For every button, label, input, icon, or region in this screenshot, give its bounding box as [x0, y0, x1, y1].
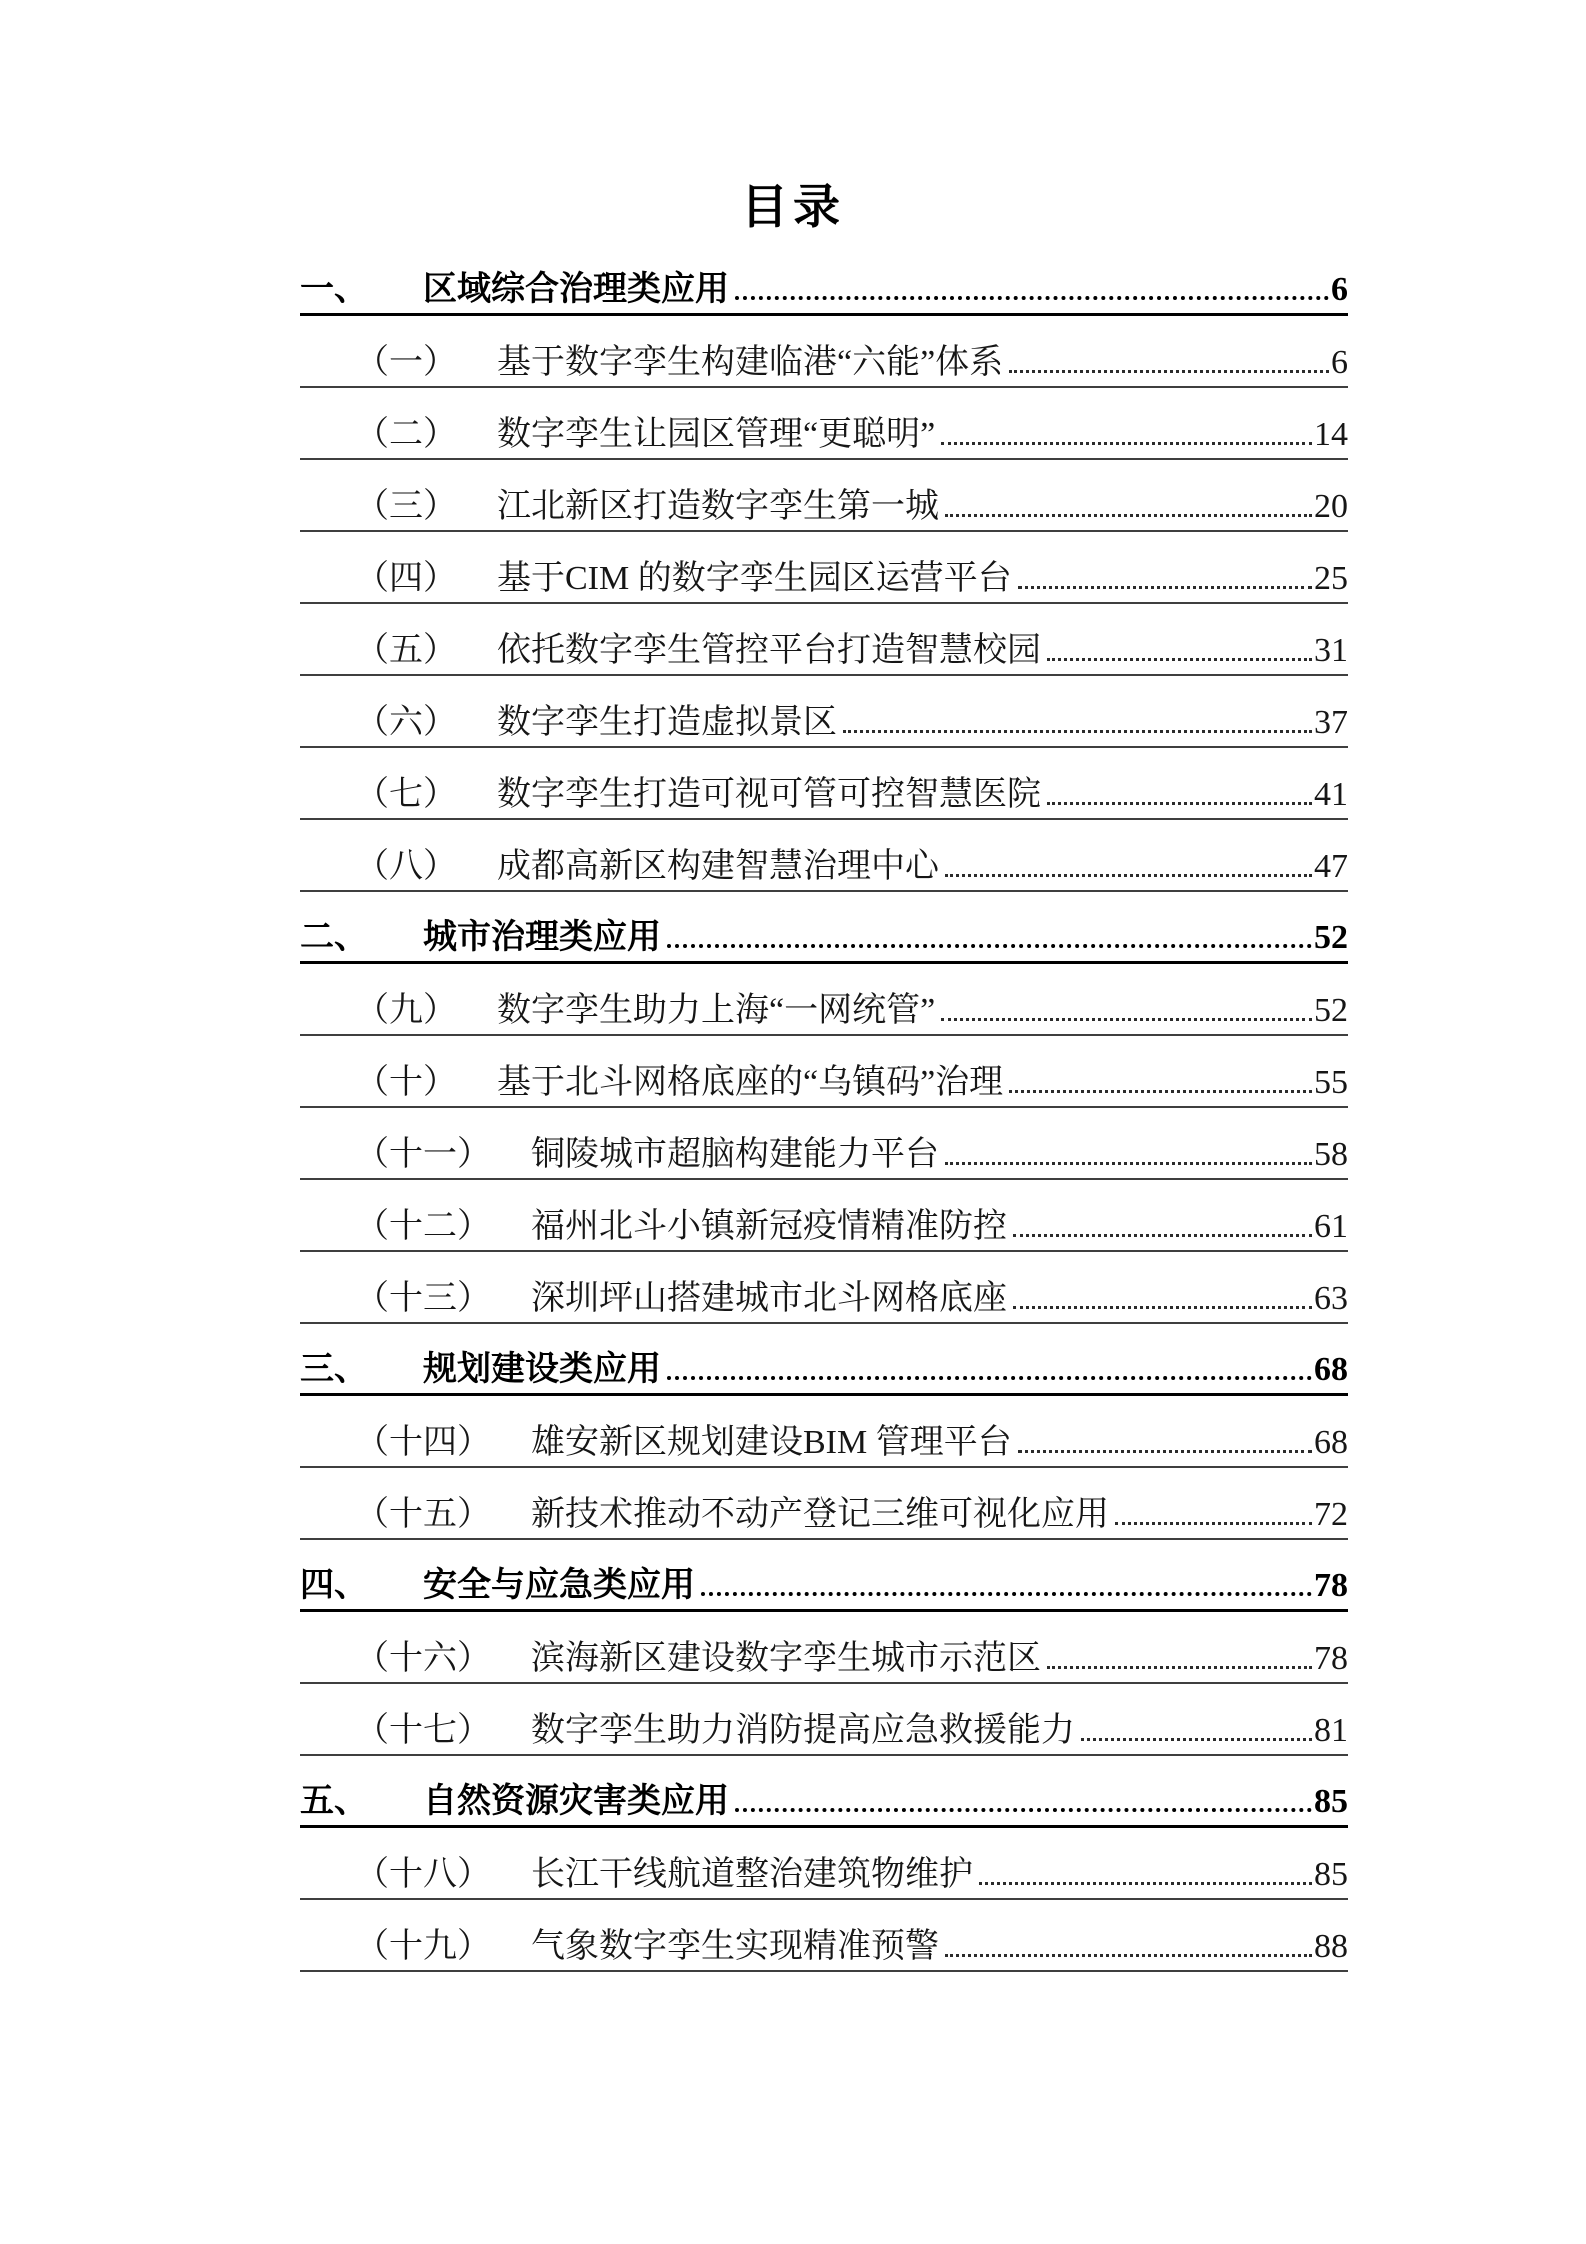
dot-leader	[1115, 1522, 1312, 1525]
dot-leader	[1018, 1450, 1312, 1453]
toc-entry-number: （八）	[355, 848, 457, 886]
toc-entry-page-number: 68	[1314, 1351, 1348, 1389]
toc-entry-number: （十二）	[355, 1208, 491, 1246]
toc-entry-title: 滨海新区建设数字孪生城市示范区	[531, 1640, 1041, 1678]
toc-entry-title: 数字孪生助力消防提高应急救援能力	[531, 1712, 1075, 1750]
toc-entry-page-number: 68	[1314, 1424, 1348, 1462]
toc-entry-title: 规划建设类应用	[423, 1351, 661, 1389]
dot-leader	[1013, 1234, 1312, 1237]
toc-entry-number: 二、	[300, 919, 368, 957]
toc-entry-title: 基于CIM 的数字孪生园区运营平台	[497, 560, 1012, 598]
toc-entry-page-number: 6	[1331, 344, 1348, 382]
toc-entry[interactable]	[300, 460, 1348, 532]
toc-entry-page-number: 61	[1314, 1208, 1348, 1246]
toc-entry-number: （十四）	[355, 1424, 491, 1462]
dot-leader	[941, 442, 1312, 445]
dot-leader	[945, 1954, 1312, 1957]
toc-entry-number: （十八）	[355, 1856, 491, 1894]
toc-entry-title: 数字孪生打造可视可管可控智慧医院	[497, 776, 1041, 814]
dot-leader	[1009, 1090, 1312, 1093]
toc-entry[interactable]	[300, 964, 1348, 1036]
toc-entry-page-number: 14	[1314, 416, 1348, 454]
toc-entry-title: 基于北斗网格底座的“乌镇码”治理	[497, 1064, 1004, 1102]
toc-entry[interactable]	[300, 1036, 1348, 1108]
dot-leader	[1047, 1666, 1312, 1669]
dot-leader	[945, 514, 1312, 517]
toc-entry-page-number: 63	[1314, 1280, 1348, 1318]
toc-entry-number: （三）	[355, 488, 457, 526]
toc-entry-number: （十七）	[355, 1712, 491, 1750]
toc-entry-page-number: 52	[1314, 919, 1348, 957]
dot-leader	[945, 1162, 1312, 1165]
toc-entry[interactable]	[300, 1828, 1348, 1900]
toc-entry-page-number: 20	[1314, 488, 1348, 526]
toc-entry-page-number: 72	[1314, 1496, 1348, 1534]
toc-entry-page-number: 6	[1331, 271, 1348, 309]
toc-entry-page-number: 47	[1314, 848, 1348, 886]
toc-entry-page-number: 58	[1314, 1136, 1348, 1174]
dot-leader	[1081, 1738, 1312, 1741]
dot-leader	[1009, 370, 1329, 373]
toc-entry-number: （二）	[355, 416, 457, 454]
toc-entry-page-number: 41	[1314, 776, 1348, 814]
toc-entry[interactable]	[300, 388, 1348, 460]
toc-entry-number: （十六）	[355, 1640, 491, 1678]
toc-entry-title: 铜陵城市超脑构建能力平台	[531, 1136, 939, 1174]
toc-entry[interactable]	[300, 676, 1348, 748]
toc-entry-number: （十九）	[355, 1928, 491, 1966]
dot-leader	[979, 1882, 1312, 1885]
toc-entry-title: 基于数字孪生构建临港“六能”体系	[497, 344, 1004, 382]
toc-entry[interactable]	[300, 532, 1348, 604]
toc-entry-page-number: 78	[1314, 1640, 1348, 1678]
toc-entry-title: 城市治理类应用	[423, 919, 661, 957]
toc-entry-number: （十）	[355, 1064, 457, 1102]
toc-entry-title: 气象数字孪生实现精准预警	[531, 1928, 939, 1966]
toc-entry-page-number: 81	[1314, 1712, 1348, 1750]
toc-entry-number: （四）	[355, 560, 457, 598]
toc-entry[interactable]	[300, 748, 1348, 820]
dot-leader	[735, 1808, 1312, 1812]
toc-entry-number: （七）	[355, 776, 457, 814]
toc-entry[interactable]	[300, 604, 1348, 676]
toc-entry[interactable]	[300, 316, 1348, 388]
toc-entry-title: 数字孪生助力上海“一网统管”	[497, 992, 936, 1030]
toc-entry-page-number: 85	[1314, 1856, 1348, 1894]
toc-entry-number: （十五）	[355, 1496, 491, 1534]
toc-entry-page-number: 85	[1314, 1783, 1348, 1821]
toc-entry[interactable]	[300, 1180, 1348, 1252]
toc-entry-number: （六）	[355, 704, 457, 742]
toc-entry-title: 江北新区打造数字孪生第一城	[497, 488, 939, 526]
toc-entry-page-number: 31	[1314, 632, 1348, 670]
toc-entry-title: 长江干线航道整治建筑物维护	[531, 1856, 973, 1894]
toc-entry-page-number: 55	[1314, 1064, 1348, 1102]
toc-entry-title: 区域综合治理类应用	[423, 271, 729, 309]
toc-entry-page-number: 52	[1314, 992, 1348, 1030]
toc-entry[interactable]	[300, 1396, 1348, 1468]
dot-leader	[667, 1376, 1312, 1380]
toc-entry-number: （十三）	[355, 1280, 491, 1318]
toc-entry[interactable]	[300, 1900, 1348, 1972]
toc-entry-number: 五、	[300, 1783, 368, 1821]
dot-leader	[941, 1018, 1312, 1021]
toc-entry[interactable]	[300, 244, 1348, 316]
dot-leader	[1047, 802, 1312, 805]
toc-entry-page-number: 37	[1314, 704, 1348, 742]
toc-entry[interactable]	[300, 1612, 1348, 1684]
toc-entry-title: 数字孪生打造虚拟景区	[497, 704, 837, 742]
toc-entry-title: 深圳坪山搭建城市北斗网格底座	[531, 1280, 1007, 1318]
toc-entry-title: 依托数字孪生管控平台打造智慧校园	[497, 632, 1041, 670]
toc-entry-title: 安全与应急类应用	[423, 1567, 695, 1605]
toc-entry-title: 数字孪生让园区管理“更聪明”	[497, 416, 936, 454]
toc-entry-page-number: 78	[1314, 1567, 1348, 1605]
toc-entry[interactable]	[300, 1468, 1348, 1540]
toc-entry-number: （五）	[355, 632, 457, 670]
toc-entry-number: 四、	[300, 1567, 368, 1605]
toc-entry-page-number: 88	[1314, 1928, 1348, 1966]
dot-leader	[667, 944, 1312, 948]
dot-leader	[843, 730, 1312, 733]
dot-leader	[735, 296, 1329, 300]
dot-leader	[1018, 586, 1312, 589]
table-of-contents	[300, 244, 1348, 1972]
dot-leader	[1013, 1306, 1312, 1309]
toc-entry[interactable]	[300, 1108, 1348, 1180]
toc-entry[interactable]	[300, 1324, 1348, 1396]
dot-leader	[1047, 658, 1312, 661]
toc-entry[interactable]	[300, 820, 1348, 892]
page-title: 目录	[741, 182, 845, 234]
toc-entry[interactable]	[300, 1684, 1348, 1756]
toc-entry[interactable]	[300, 892, 1348, 964]
toc-entry-title: 福州北斗小镇新冠疫情精准防控	[531, 1208, 1007, 1246]
dot-leader	[701, 1592, 1312, 1596]
toc-entry[interactable]	[300, 1756, 1348, 1828]
toc-entry[interactable]	[300, 1540, 1348, 1612]
toc-entry-page-number: 25	[1314, 560, 1348, 598]
toc-entry-title: 新技术推动不动产登记三维可视化应用	[531, 1496, 1109, 1534]
toc-entry-title: 雄安新区规划建设BIM 管理平台	[531, 1424, 1012, 1462]
toc-entry-number: （十一）	[355, 1136, 491, 1174]
toc-entry-title: 成都高新区构建智慧治理中心	[497, 848, 939, 886]
toc-entry-number: （一）	[355, 344, 457, 382]
toc-entry-title: 自然资源灾害类应用	[423, 1783, 729, 1821]
toc-entry-number: 一、	[300, 271, 368, 309]
toc-entry-number: （九）	[355, 992, 457, 1030]
toc-entry-number: 三、	[300, 1351, 368, 1389]
toc-entry[interactable]	[300, 1252, 1348, 1324]
dot-leader	[945, 874, 1312, 877]
